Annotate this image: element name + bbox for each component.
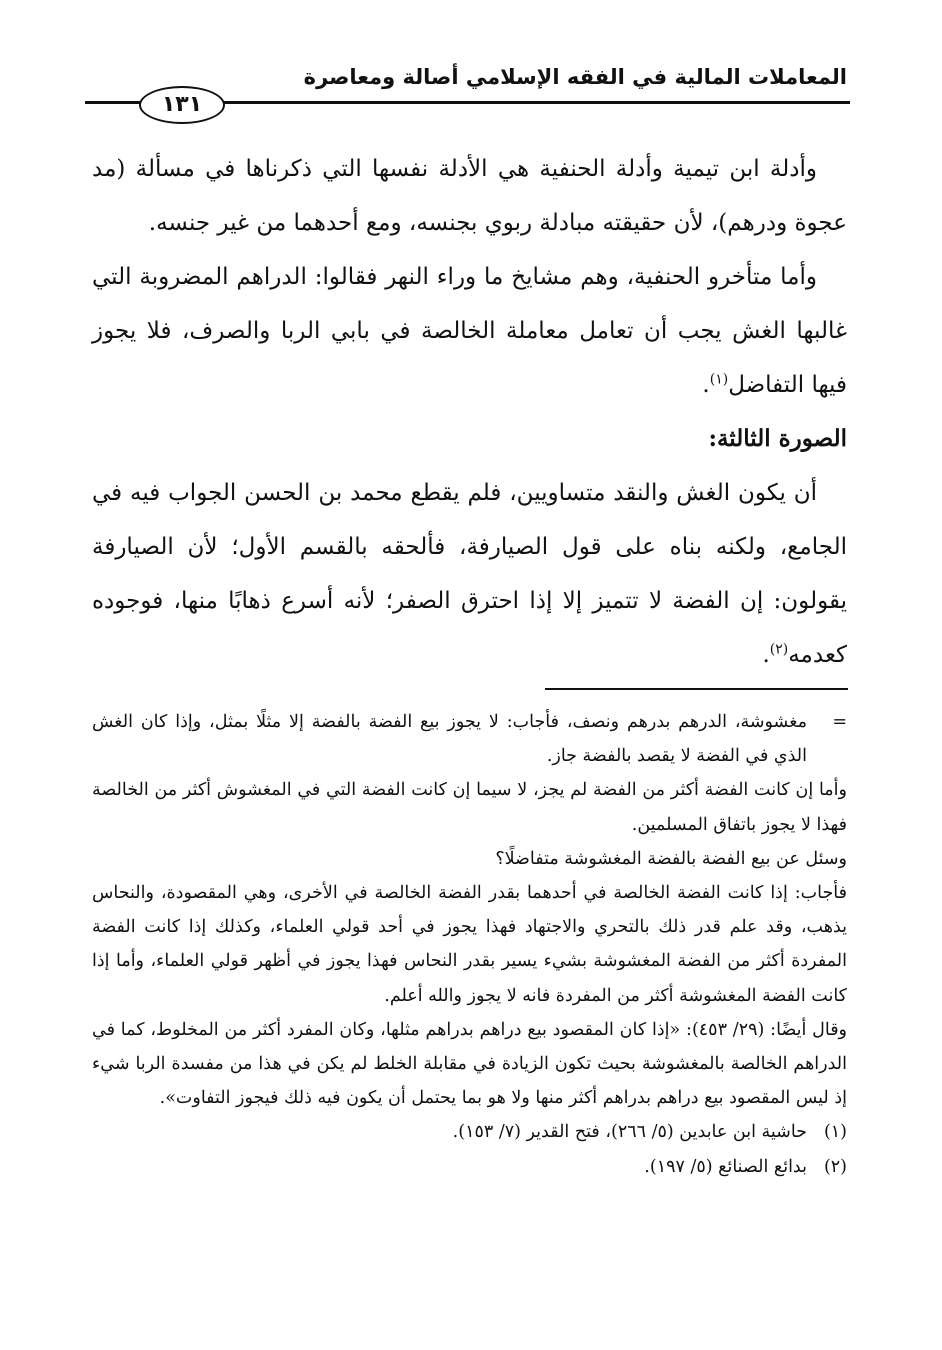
paragraph-2-text: وأما متأخرو الحنفية، وهم مشايخ ما وراء النهر فقالوا: الدراهم المضروبة التي غالبها الغش يجب أن تعامل معاملة الخالصة في بابي الربا والصرف، فلا يجوز فيها التفاضل — [92, 264, 847, 398]
paragraph-3-end: . — [762, 642, 770, 668]
footnotes-area — [92, 705, 847, 1184]
footnote-2 — [92, 1150, 847, 1184]
paragraph-1-text: وأدلة ابن تيمية وأدلة الحنفية هي الأدلة نفسها التي ذكرناها في مسألة (مد عجوة ودرهم)، لأن حقيقته مبادلة ربوي بجنسه، ومع أحدهما من غير جنسه. — [92, 156, 847, 236]
footnote-2-number: (٢) — [823, 1156, 847, 1177]
body-paragraph-2 — [92, 250, 847, 412]
body-paragraph-1 — [92, 142, 847, 250]
footnote-paragraph: فأجاب: إذا كانت الفضة الخالصة في أحدهما بقدر الفضة الخالصة في الأخرى، وهي المقصودة، والنحاس يذهب، وقد علم قدر ذلك بالتحري والاجتهاد فهذا يجوز في أحد قولي العلماء، وكذلك إذا كانت الفضة المفردة أكثر من الفضة المغشوشة بشيء يسير بقدر النحاس فهذا يجوز في أظهر قولي العلماء، وأما إذا كانت الفضة المغشوشة أكثر من المفردة فانه لا يجوز والله أعلم. — [92, 883, 847, 1006]
footnote-paragraph: وقال أيضًا: (٢٩/ ٤٥٣): «إذا كان المقصود بيع دراهم بدراهم مثلها، وكان المفرد أكثر من المخلوط، كما في الدراهم الخالصة بالمغشوشة بحيث تكون الزيادة في مقابلة الخلط لم يكن في هذا من مفسدة الربا شيء إذ ليس المقصود بيع دراهم بدراهم أكثر منها ولا هو بما يحتمل أن يكون فيه ذلك فيجوز التفاوت». — [92, 1019, 848, 1109]
footnote-ref-2[interactable]: (٢) — [769, 641, 789, 658]
footnote-separator — [545, 688, 848, 690]
footnote-ref-1[interactable]: (١) — [709, 371, 729, 388]
paragraph-2-end: . — [702, 372, 710, 398]
footnote-paragraph: مغشوشة، الدرهم بدرهم ونصف، فأجاب: لا يجوز بيع الفضة بالفضة إلا مثلًا بمثل، وإذا كان الغش الذي في الفضة لا يقصد بالفضة جاز. — [92, 712, 807, 767]
section-heading: الصورة الثالثة: — [708, 425, 847, 452]
footnote-1-text: حاشية ابن عابدين (٥/ ٢٦٦)، فتح القدير (٧/ ١٥٣). — [452, 1122, 807, 1143]
body-paragraph-3 — [92, 466, 847, 682]
footnote-2-text: بدائع الصنائع (٥/ ١٩٧). — [644, 1156, 807, 1177]
footnote-1 — [92, 1115, 847, 1149]
footnote-paragraph: وسئل عن بيع الفضة بالفضة المغشوشة متفاضلًا؟ — [495, 848, 847, 869]
paragraph-3-text: أن يكون الغش والنقد متساويين، فلم يقطع محمد بن الحسن الجواب فيه في الجامع، ولكنه بناه على قول الصيارفة، فألحقه بالقسم الأول؛ لأن الصيارفة يقولون: إن الفضة لا تتميز إلا إذا احترق الصفر؛ لأنه أسرع ذهابًا منها، فوجوده كعدمه — [92, 480, 847, 668]
footnote-continuation — [92, 705, 847, 773]
footnote-1-number: (١) — [823, 1122, 847, 1143]
continuation-marker: = — [832, 712, 847, 732]
footnote-paragraph: وأما إن كانت الفضة أكثر من الفضة لم يجز، لا سيما إن كانت الفضة التي في المغشوش أكثر من الخالصة فهذا لا يجوز باتفاق المسلمين. — [92, 780, 847, 835]
running-title: المعاملات المالية في الفقه الإسلامي أصالة ومعاصرة — [303, 65, 847, 89]
page-number: ١٣١ — [139, 86, 225, 124]
